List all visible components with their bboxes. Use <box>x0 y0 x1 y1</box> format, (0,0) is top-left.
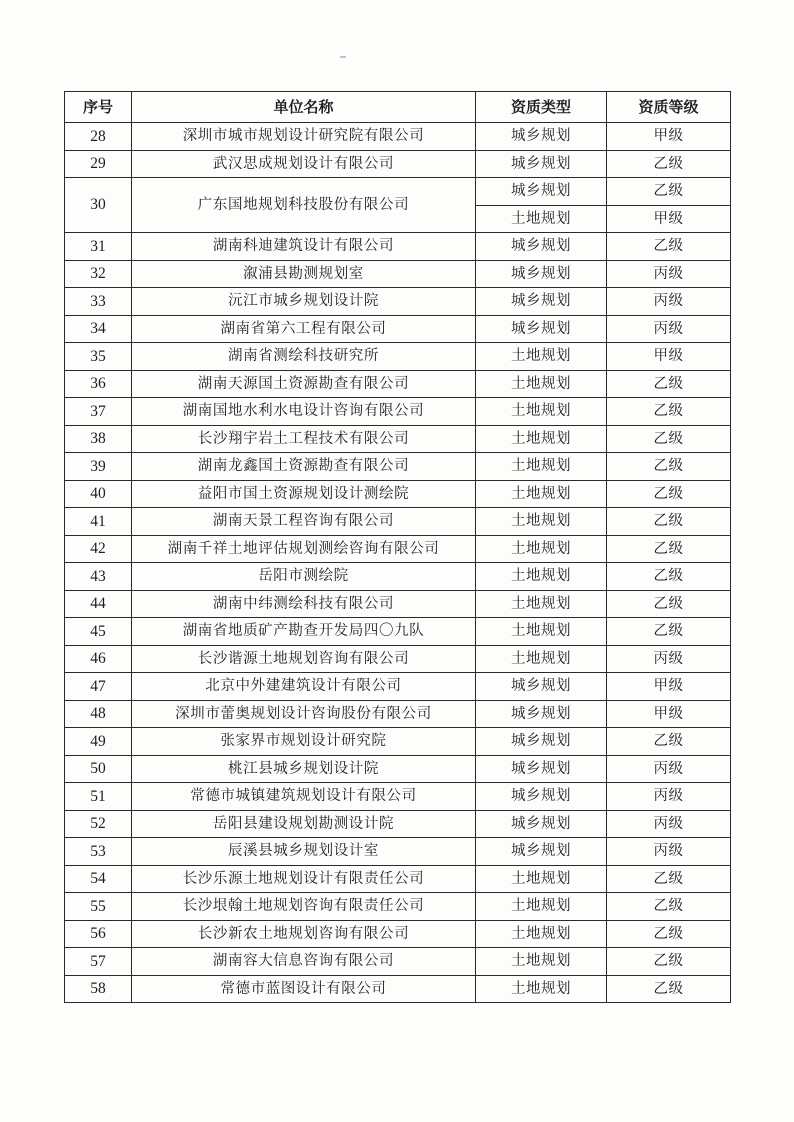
qualification-grade: 乙级 <box>607 618 731 646</box>
qualification-type: 土地规划 <box>476 370 607 398</box>
company-name: 常德市城镇建筑规划设计有限公司 <box>132 783 476 811</box>
table-row <box>65 810 731 838</box>
row-index: 46 <box>65 645 132 673</box>
company-name: 深圳市蕾奥规划设计咨询股份有限公司 <box>132 700 476 728</box>
qualification-grade: 丙级 <box>607 260 731 288</box>
row-index: 44 <box>65 590 132 618</box>
table-row <box>65 123 731 151</box>
row-index: 48 <box>65 700 132 728</box>
qualification-type: 土地规划 <box>476 343 607 371</box>
qualification-grade: 甲级 <box>607 673 731 701</box>
qualification-grade: 甲级 <box>607 123 731 151</box>
company-name: 长沙乐源土地规划设计有限责任公司 <box>132 865 476 893</box>
row-index: 53 <box>65 838 132 866</box>
table-row <box>65 398 731 426</box>
table-row <box>65 453 731 481</box>
qualification-type: 城乡规划 <box>476 755 607 783</box>
qualification-type: 土地规划 <box>476 563 607 591</box>
qualification-type: 城乡规划 <box>476 233 607 261</box>
qualification-type: 城乡规划 <box>476 810 607 838</box>
table-row <box>65 260 731 288</box>
qualification-grade: 乙级 <box>607 563 731 591</box>
row-index: 32 <box>65 260 132 288</box>
company-name: 辰溪县城乡规划设计室 <box>132 838 476 866</box>
company-name: 湖南中纬测绘科技有限公司 <box>132 590 476 618</box>
table-row <box>65 288 731 316</box>
row-index: 33 <box>65 288 132 316</box>
qualification-type: 土地规划 <box>476 618 607 646</box>
header-index: 序号 <box>65 92 132 123</box>
qualification-type: 土地规划 <box>476 425 607 453</box>
qualification-type: 土地规划 <box>476 453 607 481</box>
header-name: 单位名称 <box>132 92 476 123</box>
row-index: 35 <box>65 343 132 371</box>
qualification-grade: 乙级 <box>607 893 731 921</box>
table-row <box>65 728 731 756</box>
qualification-grade: 乙级 <box>607 948 731 976</box>
qualification-type: 土地规划 <box>476 480 607 508</box>
qualification-grade: 乙级 <box>607 920 731 948</box>
qualification-grade: 丙级 <box>607 810 731 838</box>
table-row <box>65 370 731 398</box>
qualification-type: 城乡规划 <box>476 123 607 151</box>
company-name: 湖南容大信息咨询有限公司 <box>132 948 476 976</box>
row-index: 51 <box>65 783 132 811</box>
qualification-type: 城乡规划 <box>476 260 607 288</box>
qualification-grade: 乙级 <box>607 425 731 453</box>
row-index: 56 <box>65 920 132 948</box>
company-name: 湖南天景工程咨询有限公司 <box>132 508 476 536</box>
company-name: 湖南省测绘科技研究所 <box>132 343 476 371</box>
row-index: 57 <box>65 948 132 976</box>
company-name: 张家界市规划设计研究院 <box>132 728 476 756</box>
table-row <box>65 755 731 783</box>
qualification-grade: 丙级 <box>607 755 731 783</box>
row-index: 28 <box>65 123 132 151</box>
company-name: 湖南国地水利水电设计咨询有限公司 <box>132 398 476 426</box>
scan-speck <box>340 56 346 58</box>
row-index: 40 <box>65 480 132 508</box>
company-name: 岳阳市测绘院 <box>132 563 476 591</box>
row-index: 41 <box>65 508 132 536</box>
company-name: 湖南千祥土地评估规划测绘咨询有限公司 <box>132 535 476 563</box>
table-row <box>65 315 731 343</box>
qualification-type: 土地规划 <box>476 205 607 233</box>
qualification-type: 城乡规划 <box>476 150 607 178</box>
row-index: 54 <box>65 865 132 893</box>
company-name: 湖南天源国土资源勘查有限公司 <box>132 370 476 398</box>
qualification-grade: 乙级 <box>607 590 731 618</box>
qualification-grade: 乙级 <box>607 728 731 756</box>
row-index: 47 <box>65 673 132 701</box>
row-index: 34 <box>65 315 132 343</box>
qualification-type: 土地规划 <box>476 865 607 893</box>
company-name: 长沙翔宇岩土工程技术有限公司 <box>132 425 476 453</box>
company-name: 长沙新农土地规划咨询有限公司 <box>132 920 476 948</box>
qualification-type: 土地规划 <box>476 508 607 536</box>
table-row <box>65 783 731 811</box>
qualification-grade: 乙级 <box>607 398 731 426</box>
qualification-type: 土地规划 <box>476 920 607 948</box>
row-index: 38 <box>65 425 132 453</box>
row-index: 43 <box>65 563 132 591</box>
qualification-type: 土地规划 <box>476 893 607 921</box>
qualification-table <box>64 91 731 1003</box>
company-name: 桃江县城乡规划设计院 <box>132 755 476 783</box>
table-body <box>65 123 731 1003</box>
qualification-grade: 丙级 <box>607 645 731 673</box>
company-name: 湖南省地质矿产勘查开发局四〇九队 <box>132 618 476 646</box>
table-header-row <box>65 92 731 123</box>
qualification-grade: 甲级 <box>607 205 731 233</box>
row-index: 39 <box>65 453 132 481</box>
qualification-grade: 乙级 <box>607 178 731 206</box>
qualification-type: 城乡规划 <box>476 838 607 866</box>
row-index: 52 <box>65 810 132 838</box>
table-row <box>65 673 731 701</box>
qualification-grade: 乙级 <box>607 975 731 1003</box>
company-name: 常德市蓝图设计有限公司 <box>132 975 476 1003</box>
qualification-type: 城乡规划 <box>476 288 607 316</box>
table-row <box>65 948 731 976</box>
row-index: 58 <box>65 975 132 1003</box>
qualification-type: 土地规划 <box>476 948 607 976</box>
table-row <box>65 645 731 673</box>
table-row <box>65 150 731 178</box>
qualification-grade: 乙级 <box>607 150 731 178</box>
table-row <box>65 590 731 618</box>
qualification-grade: 丙级 <box>607 838 731 866</box>
table-row <box>65 865 731 893</box>
table-row <box>65 618 731 646</box>
table-row <box>65 178 731 206</box>
company-name: 益阳市国土资源规划设计测绘院 <box>132 480 476 508</box>
qualification-grade: 乙级 <box>607 233 731 261</box>
header-type: 资质类型 <box>476 92 607 123</box>
company-name: 溆浦县勘测规划室 <box>132 260 476 288</box>
qualification-grade: 甲级 <box>607 700 731 728</box>
table-row <box>65 920 731 948</box>
row-index: 29 <box>65 150 132 178</box>
company-name: 湖南科迪建筑设计有限公司 <box>132 233 476 261</box>
qualification-type: 城乡规划 <box>476 315 607 343</box>
qualification-type: 土地规划 <box>476 975 607 1003</box>
header-grade: 资质等级 <box>607 92 731 123</box>
table-row <box>65 535 731 563</box>
qualification-grade: 丙级 <box>607 288 731 316</box>
table-row <box>65 838 731 866</box>
qualification-grade: 乙级 <box>607 865 731 893</box>
company-name: 湖南省第六工程有限公司 <box>132 315 476 343</box>
row-index: 49 <box>65 728 132 756</box>
qualification-type: 土地规划 <box>476 645 607 673</box>
row-index: 36 <box>65 370 132 398</box>
company-name: 长沙谐源土地规划咨询有限公司 <box>132 645 476 673</box>
row-index: 30 <box>65 178 132 233</box>
table-row <box>65 343 731 371</box>
qualification-grade: 乙级 <box>607 453 731 481</box>
qualification-type: 城乡规划 <box>476 700 607 728</box>
qualification-type: 土地规划 <box>476 535 607 563</box>
qualification-grade: 乙级 <box>607 370 731 398</box>
table-row <box>65 480 731 508</box>
qualification-type: 城乡规划 <box>476 783 607 811</box>
table-row <box>65 700 731 728</box>
row-index: 50 <box>65 755 132 783</box>
row-index: 37 <box>65 398 132 426</box>
company-name: 湖南龙鑫国土资源勘查有限公司 <box>132 453 476 481</box>
qualification-grade: 丙级 <box>607 315 731 343</box>
qualification-type: 城乡规划 <box>476 728 607 756</box>
table-row <box>65 975 731 1003</box>
qualification-type: 城乡规划 <box>476 178 607 206</box>
company-name: 长沙垠翰土地规划咨询有限责任公司 <box>132 893 476 921</box>
company-name: 沅江市城乡规划设计院 <box>132 288 476 316</box>
qualification-grade: 丙级 <box>607 783 731 811</box>
qualification-grade: 甲级 <box>607 343 731 371</box>
qualification-type: 城乡规划 <box>476 673 607 701</box>
row-index: 45 <box>65 618 132 646</box>
company-name: 岳阳县建设规划勘测设计院 <box>132 810 476 838</box>
qualification-grade: 乙级 <box>607 508 731 536</box>
company-name: 广东国地规划科技股份有限公司 <box>132 178 476 233</box>
company-name: 北京中外建建筑设计有限公司 <box>132 673 476 701</box>
company-name: 武汉思成规划设计有限公司 <box>132 150 476 178</box>
qualification-type: 土地规划 <box>476 398 607 426</box>
table-row <box>65 425 731 453</box>
qualification-type: 土地规划 <box>476 590 607 618</box>
company-name: 深圳市城市规划设计研究院有限公司 <box>132 123 476 151</box>
row-index: 31 <box>65 233 132 261</box>
qualification-grade: 乙级 <box>607 535 731 563</box>
table-row <box>65 233 731 261</box>
table-row <box>65 508 731 536</box>
qualification-grade: 乙级 <box>607 480 731 508</box>
row-index: 42 <box>65 535 132 563</box>
table-row <box>65 893 731 921</box>
row-index: 55 <box>65 893 132 921</box>
table-row <box>65 563 731 591</box>
